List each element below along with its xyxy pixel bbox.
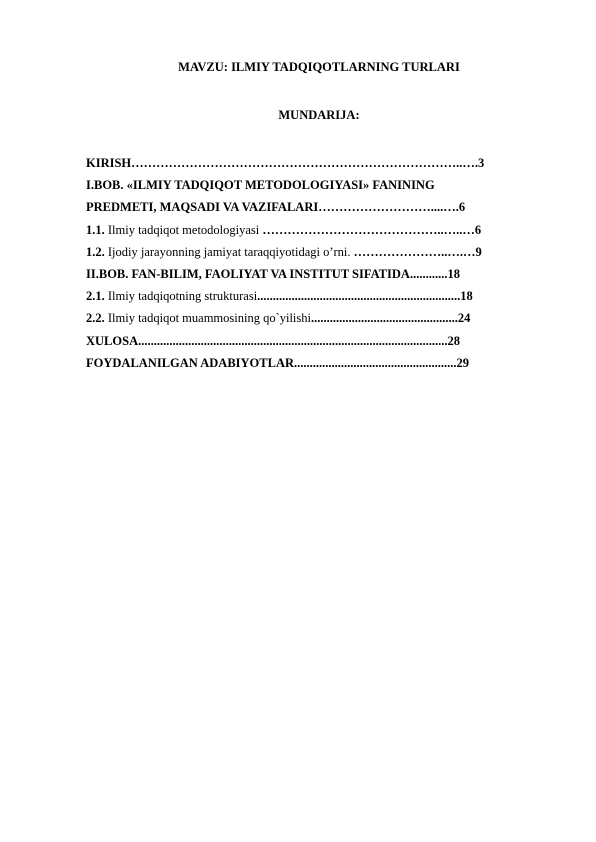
toc-entry-references [86,352,518,374]
toc-entry-chapter-1 [86,174,518,196]
toc-entry-number: 2.2. [86,311,105,326]
toc-leader: …………………..….… [353,244,476,259]
toc-entry-chapter-1-cont [86,196,518,218]
toc-leader: ……………………………………………………………………..…. [131,156,479,170]
toc-entry-title: II.BOB. FAN-BILIM, FAOLIYAT VA INSTITUT SIFATIDA [86,266,410,281]
toc-entry-title: KIRISH [86,156,132,170]
toc-leader: ................................................................................................... [138,333,448,348]
toc-entry-2-2 [86,307,518,329]
toc-entry-title: PREDMETI, MAQSADI VA VAZIFALARI [86,200,319,215]
toc-leader: ………………………....…. [318,200,459,215]
toc-entry-1-2 [86,241,518,263]
toc-page-number: 6 [474,222,482,237]
document-topic: MAVZU: ILMIY TADQIQOTLARNING TURLARI [178,60,460,74]
toc-entry-number: 1.2. [86,244,105,259]
toc-entry-number: 2.1. [86,289,105,304]
toc-entry-kirish [86,152,518,174]
toc-entry-text: Ilmiy tadqiqot muammosining qo`yilishi [104,311,311,326]
toc-entry-1-1 [86,219,518,241]
toc-page-number: 3 [478,156,485,170]
toc-page-number: 29 [456,355,470,370]
table-of-contents [86,152,518,374]
toc-entry-chapter-2 [86,263,518,285]
toc-entry-2-1 [86,285,518,307]
toc-leader: .................................................... [294,355,457,370]
toc-page-number: 18 [460,289,473,304]
toc-entry-text: Ilmiy tadqiqot metodologiyasi [104,222,263,237]
toc-entry-text: Ilmiy tadqiqotning strukturasi [104,289,258,304]
toc-entry-text: Ijodiy jarayonning jamiyat taraqqiyotidagi o’rni. [104,244,354,259]
contents-heading: MUNDARIJA: [278,108,360,122]
toc-entry-number: 1.1. [86,222,105,237]
toc-leader: ............ [409,266,448,281]
toc-page-number: 9 [475,244,482,259]
toc-entry-title: FOYDALANILGAN ADABIYOTLAR [86,355,295,370]
toc-entry-title: I.BOB. «ILMIY TADQIQOT METODOLOGIYASI» FANINING [86,178,435,193]
toc-page-number: 18 [447,266,460,281]
toc-leader: ……………………………………..…..… [262,222,475,237]
toc-page-number: 28 [447,333,460,348]
toc-entry-title: XULOSA [86,333,139,348]
toc-page-number: 24 [457,311,471,326]
toc-leader: ............................................... [311,311,458,326]
toc-leader: ................................................................. [257,289,461,304]
toc-entry-xulosa [86,330,518,352]
toc-page-number: 6 [458,200,466,215]
